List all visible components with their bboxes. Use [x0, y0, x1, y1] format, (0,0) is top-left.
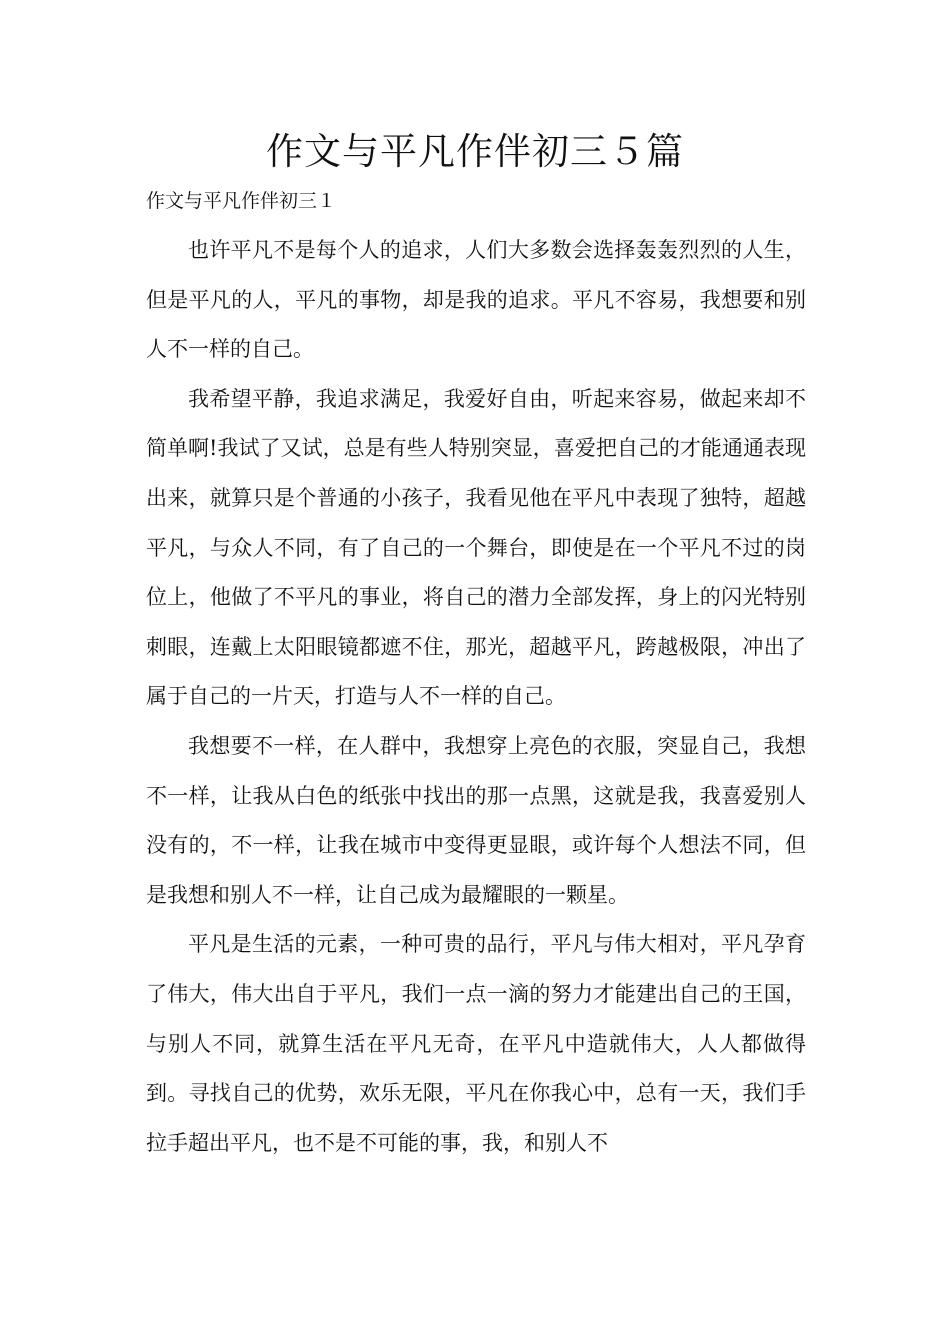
essay-paragraph-1: 也许平凡不是每个人的追求，人们大多数会选择轰轰烈烈的人生，但是平凡的人，平凡的事物，却是我的追求。平凡不容易，我想要和别人不一样的自己。 [146, 238, 806, 362]
document-title: 作文与平凡作伴初三５篇 [266, 130, 684, 173]
essay-body [146, 226, 806, 1168]
essay-paragraph-2: 我希望平静，我追求满足，我爱好自由，听起来容易，做起来却不简单啊!我试了又试，总是有些人特别突显，喜爱把自己的才能通通表现出来，就算只是个普通的小孩子，我看见他在平凡中表现了独特，超越平凡，与众人不同，有了自己的一个舞台，即使是在一个平凡不过的岗位上，他做了不平凡的事业，将自己的潜力全部发挥，身上的闪光特别刺眼，连戴上太阳眼镜都遮不住，那光，超越平凡，跨越极限，冲出了属于自己的一片天，打造与人不一样的自己。 [146, 386, 806, 709]
section-heading: 作文与平凡作伴初三１ [146, 190, 337, 212]
essay-paragraph-3: 我想要不一样，在人群中，我想穿上亮色的衣服，突显自己，我想不一样，让我从白色的纸张中找出的那一点黑，这就是我，我喜爱别人没有的，不一样，让我在城市中变得更显眼，或许每个人想法不同，但是我想和别人不一样，让自己成为最耀眼的一颗星。 [146, 733, 806, 907]
essay-paragraph-4: 平凡是生活的元素，一种可贵的品行，平凡与伟大相对，平凡孕育了伟大，伟大出自于平凡，我们一点一滴的努力才能建出自己的王国，与别人不同，就算生活在平凡无奇，在平凡中造就伟大，人人都做得到。寻找自己的优势，欢乐无限，平凡在你我心中，总有一天，我们手拉手超出平凡，也不是不可能的事，我，和别人不 [146, 932, 806, 1155]
